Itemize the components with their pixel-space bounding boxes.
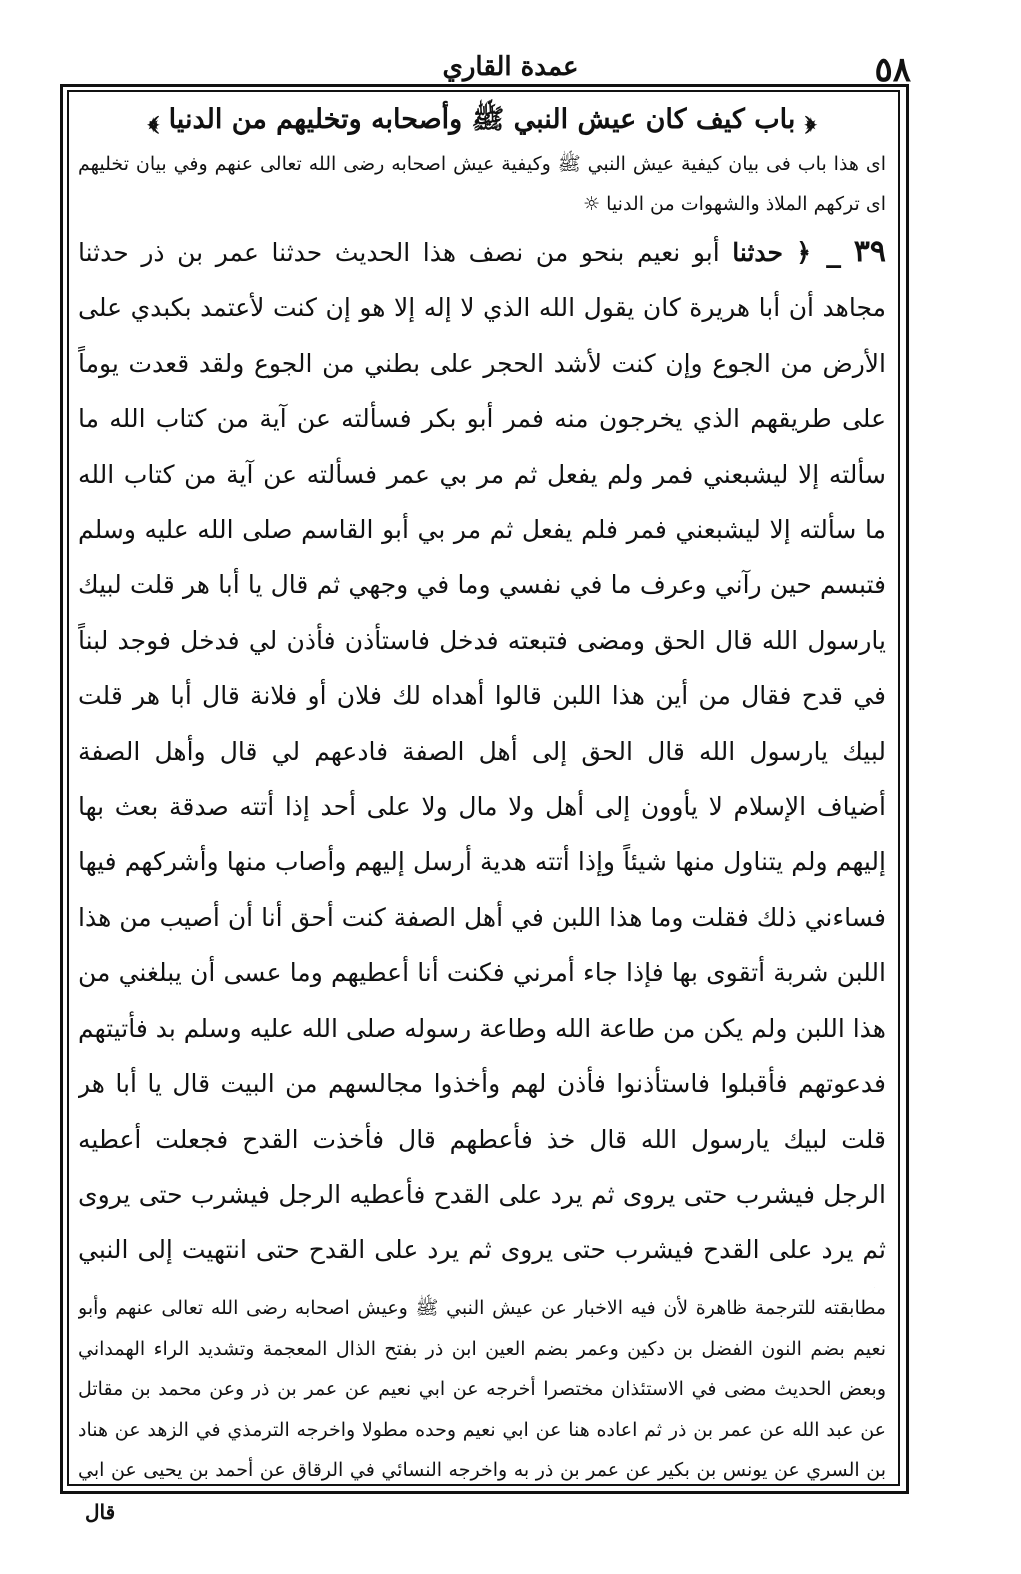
page-number: ٥٨ bbox=[874, 50, 911, 90]
hadith-body: أبو نعيم بنحو من نصف هذا الحديث حدثنا عمر بن ذر حدثنا مجاهد أن أبا هريرة كان يقول الله الذي لا إله إلا هو إن كنت لأعتمد بكبدي على الأرض من الجوع وإن كنت لأشد الحجر على بطني من الجوع ولقد قعدت يوماً على طريقهم الذي يخرجون منه فمر أبو بكر فسألته عن آية من كتاب الله ما سألته إلا ليشبعني فمر ولم يفعل ثم مر بي عمر فسألته عن آية من كتاب الله ما سألته إلا ليشبعني فمر فلم يفعل ثم مر بي أبو القاسم صلى الله عليه وسلم فتبسم حين رآني وعرف ما في نفسي وما في وجهي ثم قال يا أبا هر قلت لبيك يارسول الله قال الحق ومضى فتبعته فدخل فاستأذن فأذن لي فدخل فوجد لبناً في قدح فقال من أين هذا اللبن قالوا أهداه لك فلان أو فلانة قال أبا هر قلت لبيك يارسول الله قال الحق إلى أهل الصفة فادعهم لي قال وأهل الصفة أضياف الإسلام لا يأوون إلى أهل ولا مال ولا على أحد إذا أتته صدقة بعث بها إليهم ولم يتناول منها شيئاً وإذا أتته هدية أرسل إليهم وأصاب منها وأشركهم فيها فساءني ذلك فقلت وما هذا اللبن في أهل الصفة كنت أحق أنا أن أصيب من هذا اللبن شربة أتقوى بها فإذا جاء أمرني فكنت أنا أعطيهم وما عسى أن يبلغني من هذا اللبن ولم يكن من طاعة الله وطاعة رسوله صلى الله عليه وسلم بد فأتيتهم فدعوتهم فأقبلوا فاستأذنوا فأذن لهم وأخذوا مجالسهم من البيت قال يا أبا هر قلت لبيك يارسول الله قال خذ فأعطهم قال فأخذت القدح فجعلت أعطيه الرجل فيشرب حتى يروى ثم يرد على القدح فأعطيه الرجل فيشرب حتى يروى ثم يرد على القدح فيشرب حتى يروى ثم يرد على القدح حتى انتهيت إلى النبي bbox=[78, 238, 886, 1265]
chapter-gloss: اى هذا باب فى بيان كيفية عيش النبي ﷺ وكيفية عيش اصحابه رضى الله تعالى عنهم وفي بيان تخليهم اى تركهم الملاذ والشهوات من الدنيا ☼ bbox=[78, 153, 886, 215]
page-content bbox=[78, 96, 886, 1480]
chapter-heading: ﴿ باب كيف كان عيش النبي ﷺ وأصحابه وتخليهم من الدنيا ﴾ bbox=[148, 104, 816, 135]
catchword: قال bbox=[85, 1500, 116, 1524]
hadith-number: ٣٩ bbox=[853, 234, 886, 269]
page-header bbox=[0, 0, 1021, 90]
commentary-paragraph: مطابقته للترجمة ظاهرة لأن فيه الاخبار عن عيش النبي ﷺ وعيش اصحابه رضى الله تعالى عنهم وأبو نعيم بضم النون الفضل بن دكين وعمر بضم العين ابن ذر بفتح الذال المعجمة وتشديد الراء الهمداني وبعض الحديث مضى في الاستئذان مختصرا أخرجه عن ابي نعيم عن عمر بن ذر وعن محمد بن مقاتل عن عبد الله عن عمر بن ذر ثم اعاده هنا عن ابي نعيم وحده مطولا واخرجه الترمذي في الزهد عن هناد بن السري عن يونس بن بكير عن عمر بن ذر به واخرجه النسائي في الرقاق عن أحمد بن يحيى عن ابي bbox=[78, 1297, 886, 1481]
running-title: عمدة القاري bbox=[442, 52, 579, 82]
hadith-lead: ﴿ حدثنا bbox=[732, 238, 812, 267]
hadith-text-block: ٣٩ _ ﴿ حدثنا أبو نعيم بنحو من نصف هذا الحديث حدثنا عمر بن ذر حدثنا مجاهد أن أبا هريرة كان يقول الله الذي لا إله إلا هو إن كنت لأعتمد بكبدي على الأرض من الجوع وإن كنت لأشد الحجر على بطني من الجوع ولقد قعدت يوماً على طريقهم الذي يخرجون منه فمر أبو بكر فسألته عن آية من كتاب الله ما سألته إلا ليشبعني فمر ولم يفعل ثم مر بي عمر فسألته عن آية من كتاب الله ما سألته إلا ليشبعني فمر فلم يفعل ثم مر بي أبو القاسم صلى الله عليه وسلم فتبسم حين رآني وعرف ما في نفسي وما في وجهي ثم قال يا أبا هر قلت لبيك يارسول الله قال الحق ومضى فتبعته فدخل فاستأذن فأذن لي فدخل فوجد لبناً في قدح فقال من أين هذا اللبن قالوا أهداه لك فلان أو فلانة قال أبا هر قلت لبيك يارسول الله قال الحق إلى أهل الصفة فادعهم لي قال وأهل الصفة أضياف الإسلام لا يأوون إلى أهل ولا مال ولا على أحد إذا أتته صدقة بعث بها إليهم ولم يتناول منها شيئاً وإذا أتته هدية أرسل إليهم وأصاب منها وأشركهم فيها فساءني ذلك فقلت وما هذا اللبن في أهل الصفة كنت أحق أنا أن أصيب من هذا اللبن شربة أتقوى بها فإذا جاء أمرني فكنت أنا أعطيهم وما عسى أن يبلغني من هذا اللبن ولم يكن من طاعة الله وطاعة رسوله صلى الله عليه وسلم بد فأتيتهم فدعوتهم فأقبلوا فاستأذنوا فأذن لهم وأخذوا مجالسهم من البيت قال يا أبا هر قلت لبيك يارسول الله قال خذ فأعطهم قال فأخذت القدح فجعلت أعطيه الرجل فيشرب حتى يروى ثم يرد على القدح فأعطيه الرجل فيشرب حتى يروى ثم يرد على القدح فيشرب حتى يروى ثم يرد على القدح حتى انتهيت إلى النبي bbox=[78, 224, 886, 1288]
